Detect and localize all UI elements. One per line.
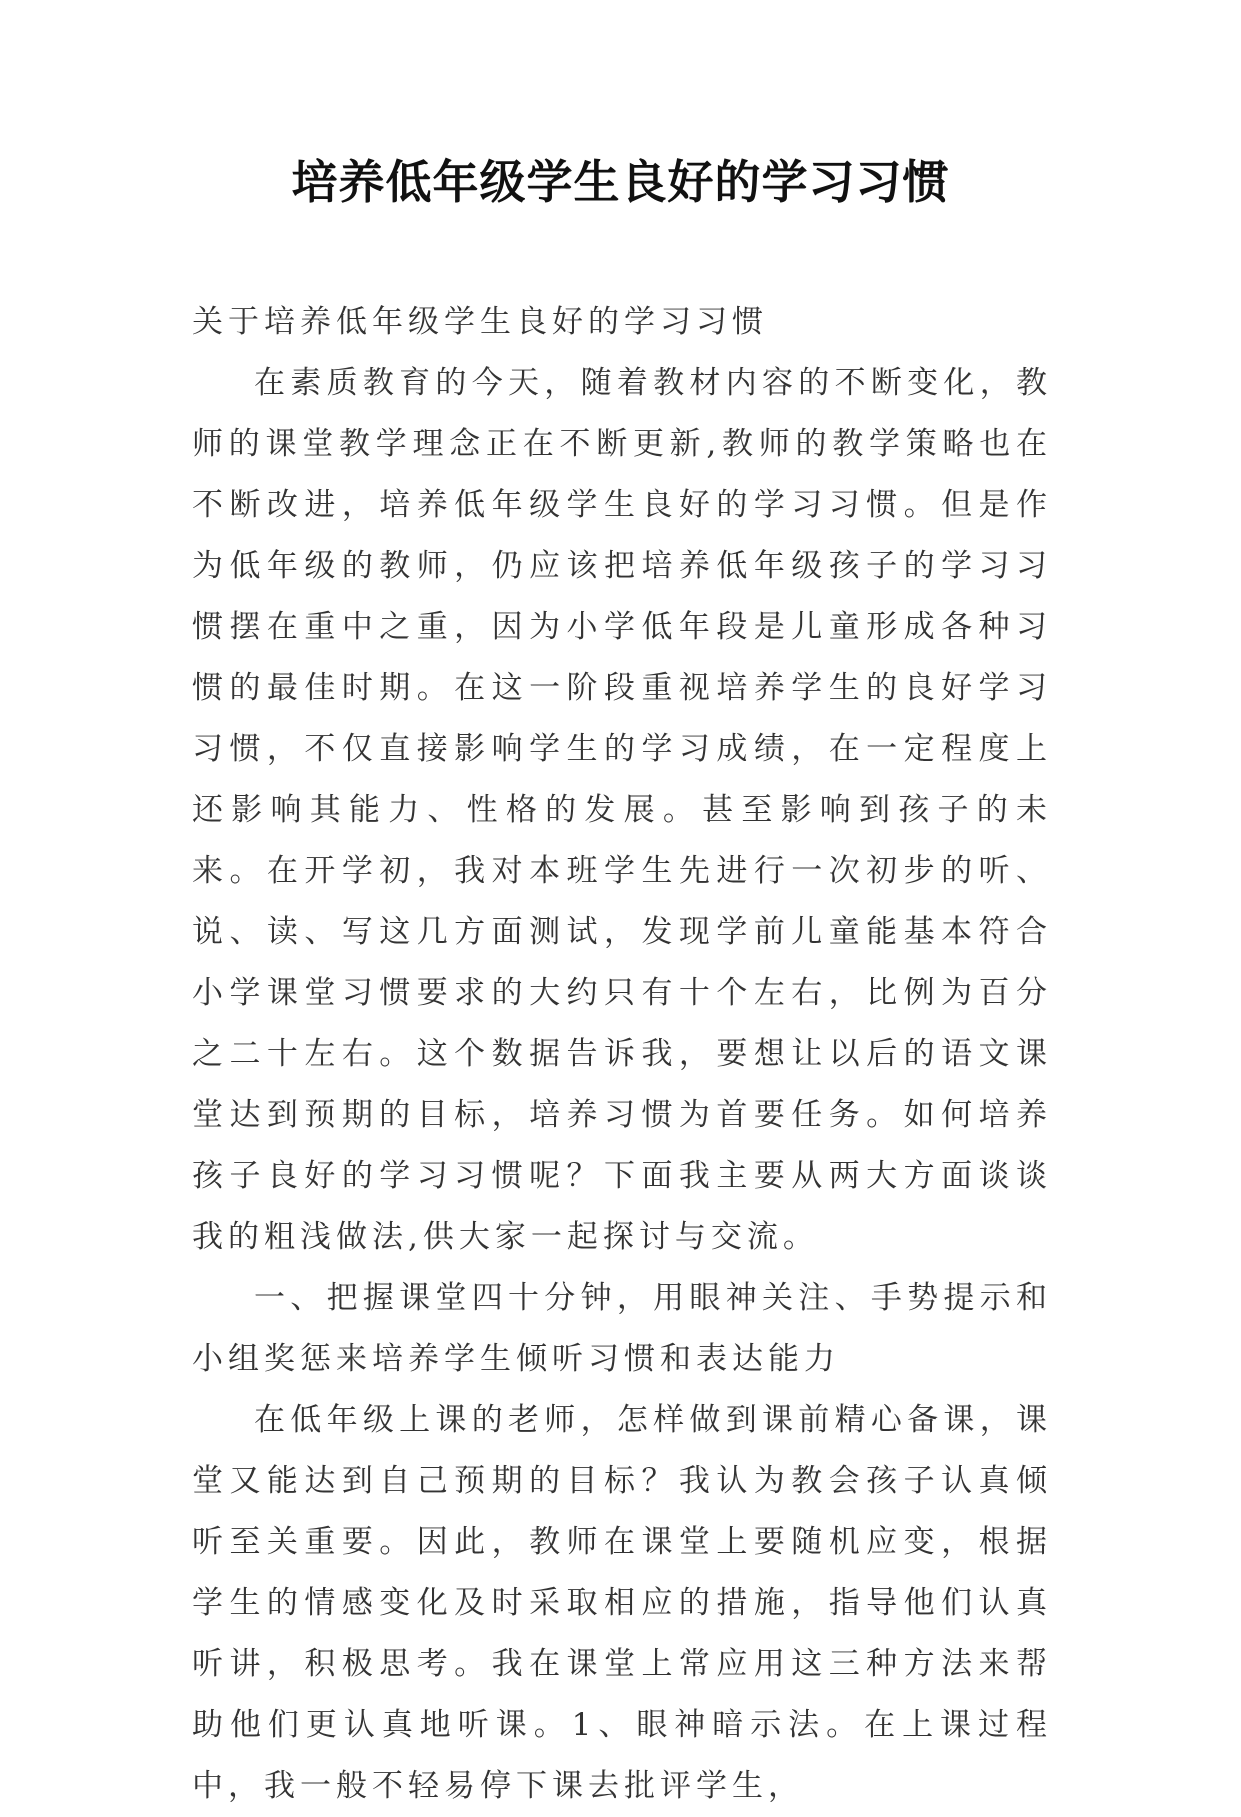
- document-title: 培养低年级学生良好的学习习惯: [291, 155, 950, 209]
- paragraph-section-body: 在低年级上课的老师，怎样做到课前精心备课，课堂又能达到自己预期的目标？我认为教会孩子认真倾听至关重要。因此，教师在课堂上要随机应变，根据学生的情感变化及时采取相应的措施，指导他们认真听讲，积极思考。我在课堂上常应用这三种方法来帮助他们更认真地听课。1、眼神暗示法。在上课过程中，我一般不轻易停下课去批评学生，: [192, 1402, 1052, 1804]
- paragraph-subtitle: 关于培养低年级学生良好的学习习惯: [192, 304, 768, 340]
- document-body: [192, 292, 1052, 1817]
- paragraph-intro: 在素质教育的今天，随着教材内容的不断变化，教师的课堂教学理念正在不断更新,教师的教学策略也在不断改进，培养低年级学生良好的学习习惯。但是作为低年级的教师，仍应该把培养低年级孩子的学习习惯摆在重中之重，因为小学低年段是儿童形成各种习惯的最佳时期。在这一阶段重视培养学生的良好学习习惯，不仅直接影响学生的学习成绩，在一定程度上还影响其能力、性格的发展。甚至影响到孩子的未来。在开学初，我对本班学生先进行一次初步的听、说、读、写这几方面测试，发现学前儿童能基本符合小学课堂习惯要求的大约只有十个左右，比例为百分之二十左右。这个数据告诉我，要想让以后的语文课堂达到预期的目标，培养习惯为首要任务。如何培养孩子良好的学习习惯呢？下面我主要从两大方面谈谈我的粗浅做法,供大家一起探讨与交流。: [192, 365, 1052, 1255]
- paragraph-section-heading: 一、把握课堂四十分钟，用眼神关注、手势提示和小组奖惩来培养学生倾听习惯和表达能力: [192, 1280, 1052, 1377]
